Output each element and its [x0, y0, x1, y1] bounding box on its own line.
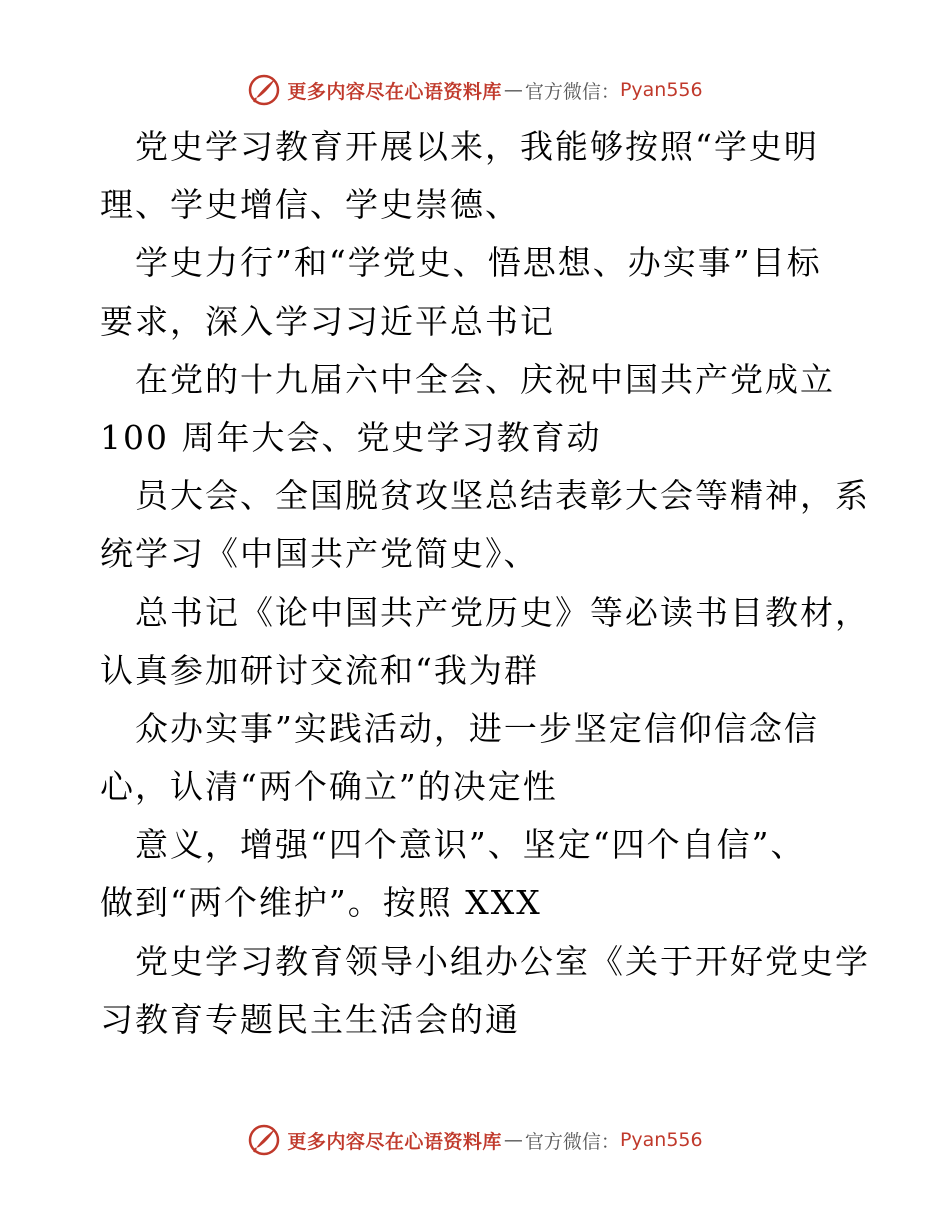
footer-brand: 更多内容尽在心语资料库 — [287, 1130, 502, 1153]
header-separator: — — [503, 79, 523, 101]
text-line: 意义，增强“四个意识”、坚定“四个自信”、 — [135, 825, 806, 865]
text-line: 学史力行”和“学党史、悟思想、办实事”目标 — [135, 243, 822, 283]
quill-logo-icon — [247, 1123, 281, 1157]
footer-separator: — — [503, 1129, 523, 1151]
document-body — [100, 118, 870, 1049]
header-banner — [0, 70, 950, 110]
text-line: 党史学习教育领导小组办公室《关于开好党史学 — [135, 941, 870, 981]
text-line: 做到“两个维护”。按照 XXX — [100, 883, 542, 923]
quill-logo-icon — [247, 73, 281, 107]
text-line: 党史学习教育开展以来，我能够按照“学史明 — [135, 127, 819, 166]
text-line: 在党的十九届六中全会、庆祝中国共产党成立 — [135, 359, 835, 399]
footer-wechat-account: Pyan556 — [619, 1129, 703, 1151]
text-line: 理、学史增信、学史崇德、 — [100, 185, 520, 225]
header-wechat-label: 官方微信： — [524, 80, 620, 103]
footer-wechat-label: 官方微信： — [524, 1130, 620, 1153]
text-line: 要求，深入学习习近平总书记 — [100, 301, 555, 341]
header-wechat-account: Pyan556 — [619, 79, 703, 101]
text-line: 总书记《论中国共产党历史》等必读书目教材， — [135, 592, 870, 632]
text-line: 100 周年大会、党史学习教育动 — [100, 417, 602, 457]
footer-banner — [0, 1120, 950, 1160]
text-line: 认真参加研讨交流和“我为群 — [100, 650, 539, 690]
text-line: 心，认清“两个确立”的决定性 — [100, 767, 558, 807]
text-line: 员大会、全国脱贫攻坚总结表彰大会等精神，系 — [135, 476, 870, 516]
text-line: 众办实事”实践活动，进一步坚定信仰信念信 — [135, 708, 819, 748]
text-line: 习教育专题民主生活会的通 — [100, 999, 520, 1039]
text-line: 统学习《中国共产党简史》、 — [100, 534, 539, 574]
header-brand: 更多内容尽在心语资料库 — [287, 80, 502, 103]
